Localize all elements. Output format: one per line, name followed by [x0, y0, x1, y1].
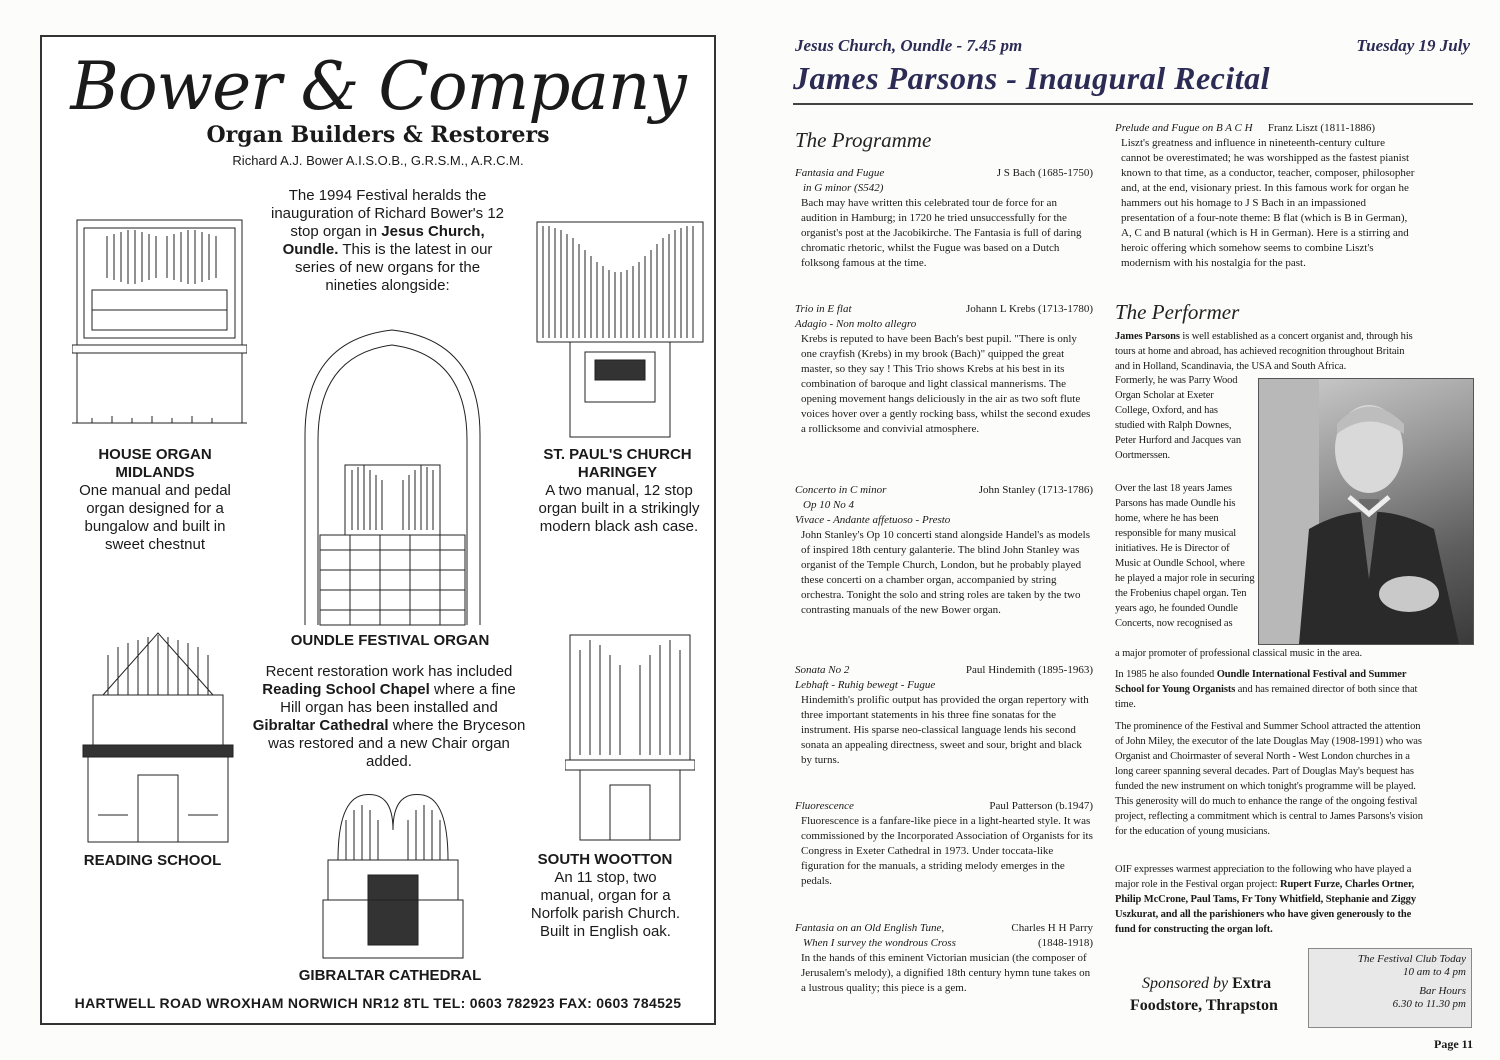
south-wootton-organ-illustration	[565, 625, 695, 845]
title-divider	[793, 103, 1473, 105]
advert-qualifications: Richard A.J. Bower A.I.S.O.B., G.R.S.M., A.R.C.M.	[232, 153, 524, 168]
programme-heading: The Programme	[795, 128, 932, 152]
advert-footer-address: HARTWELL ROAD WROXHAM NORWICH NR12 8TL TEL: 0603 782923 FAX: 0603 784525	[74, 995, 682, 1011]
reading-school-organ-illustration	[78, 625, 238, 845]
performer-heading: The Performer	[1115, 300, 1240, 324]
south-wootton-title: SOUTH WOOTTON	[537, 851, 673, 868]
programme-item: Prelude and Fugue on B A C H Franz Liszt (1811-1886) Liszt's greatness and influence in nineteenth-century culture cannot be overestimated; he was worshipped as the fastest pianist known to that time, as a conductor, teacher, composer, philosopher and, at the end, visionary priest. In this famous work for organ he hammers out his homage to J S Bach in an impassioned presentation of a four-note theme: B flat (which is B in German), A, C and B natural (which is H in German). Here is a stirring and heroic offering which somehow seems to combine Liszt's modernism with his nostalgia for the past.	[1115, 122, 1415, 269]
brand-logo: Bower & Company	[70, 48, 686, 125]
page-title: James Parsons - Inaugural Recital	[793, 60, 1271, 96]
page-number: Page 11	[1434, 1037, 1473, 1051]
performer-bio-oundle: Over the last 18 years James Parsons has made Oundle his home, where he has been responsible for many musical initiatives. He is Director of Music at Oundle School, where he played a major role in securing the Frobenius chapel organ. Ten years ago, he founded Oundle Concerts, now recognised as	[1115, 483, 1255, 629]
programme-item: Concerto in C minor John Stanley (1713-1786) Op 10 No 4 Vivace - Andante affetuoso - Presto John Stanley's Op 10 concerti stand alongside Handel's as models of inspired 18th century galanterie. The blind John Stanley was organist of the Temple Church, London, but he probably played these concerti on a chamber organ, accompanied by string orchestra. Tonight the solo and string roles are taken by the two contrasting manuals of the new Bower organ.	[795, 484, 1093, 616]
gibraltar-label: GIBRALTAR CATHEDRAL	[298, 967, 482, 984]
programme-item: Fantasia and Fugue J S Bach (1685-1750) in G minor (S542) Bach may have written this celebrated tour de force for an audition in Hamburg; in 1720 he tried unsuccessfully for the organist's post at the Jacobikirche. The Fantasia is full of daring chromatic rhetoric, whilst the Fugue was based on a Dutch folksong famous at the time.	[795, 167, 1093, 269]
programme-item: Trio in E flat Johann L Krebs (1713-1780) Adagio - Non molto allegro Krebs is reputed to have been Bach's best pupil. "There is only one crayfish (Krebs) in my brook (Bach)" quipped the great master, so they say ! This Trio shows Krebs at his best in its combination of baroque and light classical mannerisms. The opening movement hangs deliciously in the air as two soft flute voices hover over a gently rocking bass, whilst the second exudes a rollicksome and convivial atmosphere.	[795, 303, 1093, 435]
festival-club-box: The Festival Club Today 10 am to 4 pm Bar Hours 6.30 to 11.30 pm	[1308, 948, 1472, 1028]
acknowledgements: OIF expresses warmest appreciation to the following who have played a major role in the Festival organ project: Rupert Furze, Charles Ortner, Philip McCrone, Paul Tams, Fr Tony Whitfield, Stephanie and Ziggy Uszkurat, and all the parishioners who have given generously to the fund for constructing the organ loft.	[1115, 864, 1416, 935]
programme-item: Fantasia on an Old English Tune, Charles H H Parry When I survey the wondrous Cross (1848-1918) In the hands of this eminent Victorian musician (the composer of Jerusalem's melody), a dignified 18th century hymn tune takes on a lustrous quality; this piece is a gem.	[795, 922, 1093, 994]
sponsor-line-1: Sponsored by Extra	[1142, 975, 1272, 992]
performer-photo	[1258, 378, 1474, 645]
gibraltar-organ-illustration	[318, 790, 468, 960]
performer-bio-bequest: The prominence of the Festival and Summer School attracted the attention of John Miley, the executor of the late Douglas May (1908-1991) who was Organist and Choirmaster of several North - West London churches in a long career spanning several decades. Part of Douglas May's bequest has funded the new instrument on which tonight's programme will be played. This generosity will do much to enhance the range of the ongoing festival project, reflecting a commitment which is central to James Parsons's vision for the education of young musicians.	[1115, 721, 1423, 837]
performer-bio-education: Formerly, he was Parry Wood Organ Scholar at Exeter College, Oxford, and has studied with Ralph Downes, Peter Hurford and Jacques van Oortmerssen.	[1115, 375, 1241, 461]
sponsor-line-2: Foodstore, Thrapston	[1130, 997, 1278, 1014]
performer-bio-oundle-end: a major promoter of professional classical music in the area.	[1115, 648, 1362, 659]
advert-intro: The 1994 Festival heralds the inauguration of Richard Bower's 12 stop organ in Jesus Church, Oundle. This is the latest in our series of new organs for the nineties alongside:	[271, 187, 504, 294]
house-organ-description: One manual and pedal organ designed for a bungalow and built in sweet chestnut	[79, 482, 231, 553]
programme-item: Sonata No 2 Paul Hindemith (1895-1963) Lebhaft - Ruhig bewegt - Fugue Hindemith's prolific output has provided the organ repertory with three important statements in his three fine sonatas for the instrument. His sparse neo-classical language lends his second sonata an appealing directness, sweet and sour, bright and black by turns.	[795, 664, 1093, 766]
st-pauls-organ-illustration	[535, 220, 705, 440]
house-organ-illustration	[72, 218, 247, 438]
st-pauls-description: A two manual, 12 stop organ built in a strikingly modern black ash case.	[538, 482, 700, 535]
oundle-organ-label: OUNDLE FESTIVAL ORGAN	[290, 632, 490, 649]
performer-bio-festival: In 1985 he also founded Oundle International Festival and Summer School for Young Organists and has remained director of both since that time.	[1115, 669, 1418, 710]
advert-subtitle: Organ Builders & Restorers	[206, 122, 550, 148]
house-organ-title: HOUSE ORGAN MIDLANDS	[98, 446, 212, 481]
reading-school-label: READING SCHOOL	[83, 852, 222, 869]
oundle-festival-organ-illustration	[300, 325, 485, 630]
venue-time: Jesus Church, Oundle - 7.45 pm	[795, 36, 1023, 55]
event-date: Tuesday 19 July	[1356, 36, 1470, 55]
south-wootton-description: An 11 stop, two manual, organ for a Norfolk parish Church. Built in English oak.	[530, 869, 681, 940]
performer-bio-intro: James Parsons is well established as a concert organist and, through his tours at home and abroad, has achieved recognition throughout Britain and in Holland, Scandinavia, the USA and South Africa.	[1115, 331, 1413, 372]
st-pauls-title: ST. PAUL'S CHURCH HARINGEY	[543, 446, 692, 481]
restoration-text: Recent restoration work has included Reading School Chapel where a fine Hill organ has been installed and Gibraltar Cathedral where the Bryceson was restored and a new Chair organ added.	[252, 663, 526, 770]
programme-item: Fluorescence Paul Patterson (b.1947) Fluorescence is a fanfare-like piece in a light-hearted style. It was commissioned by the Incorporated Association of Organists for its Congress in Exeter Cathedral in 1973. Under toccata-like figuration for the manuals, a striding melody emerges in the pedals.	[795, 800, 1093, 887]
performer-portrait-icon	[1259, 379, 1473, 644]
